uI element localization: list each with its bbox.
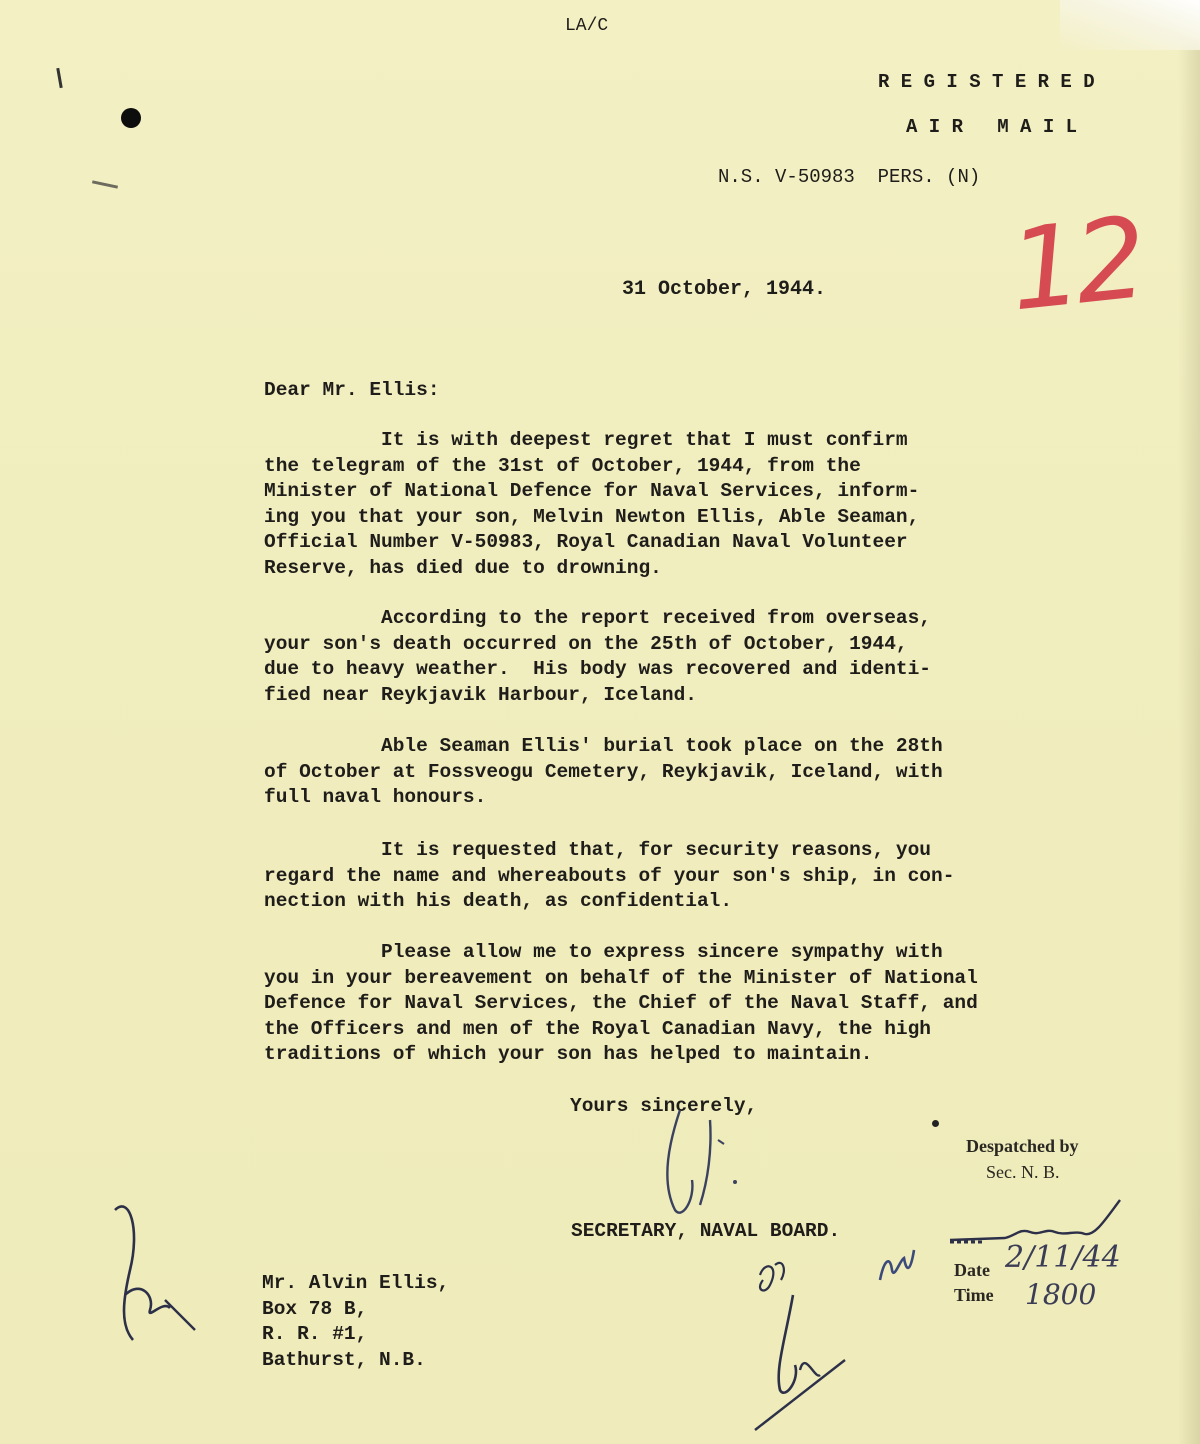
letter-date: 31 October, 1944. — [622, 278, 827, 301]
paper-mark — [56, 68, 62, 88]
signatory-title: SECRETARY, NAVAL BOARD. — [571, 1220, 841, 1242]
body-paragraph-3 — [264, 734, 1084, 811]
blue-initial-mark — [872, 1240, 922, 1290]
recipient-address: Mr. Alvin Ellis, Box 78 B, R. R. #1, Bathurst, N.B. — [262, 1272, 450, 1371]
closing: Yours sincerely, — [570, 1095, 758, 1117]
signature-initials — [640, 1100, 750, 1230]
paper-corner-tear — [1060, 0, 1200, 50]
paragraph-text: It is requested that, for security reasons, you regard the name and whereabouts of your son's ship, in con- nection with his death, as confidential. — [264, 839, 955, 912]
body-paragraph-5 — [264, 940, 1084, 1068]
punch-hole — [121, 108, 141, 128]
paragraph-text: It is with deepest regret that I must confirm the telegram of the 31st of October, 1944, from the Minister of National Defence for Naval Services, inform- ing you that your son, Melvin Newton Ellis, Able Seaman, Official Number V-50983, Royal Canadian Naval Volunteer Reserve, has died due to drowning. — [264, 429, 920, 579]
paragraph-text: Able Seaman Ellis' burial took place on the 28th of October at Fossveogu Cemetery, Reykjavik, Iceland, with full naval honours. — [264, 735, 943, 808]
ink-dot — [932, 1120, 939, 1127]
paragraph-text: According to the report received from overseas, your son's death occurred on the 25th of October, 1944, due to heavy weather. His body was recovered and identi- fied near Reykjavik Harbour, Iceland. — [264, 607, 932, 706]
paper-mark — [92, 180, 118, 188]
left-margin-initials — [95, 1200, 205, 1350]
air-mail-heading: A I R M A I L — [906, 116, 1078, 138]
paragraph-text: Please allow me to express sincere sympathy with you in your bereavement on behalf of the Minister of National Defence for Naval Services, the Chief of the Naval Staff, and the Officers and men of the Royal Canadian Navy, the high traditions of which your son has helped to maintain. — [264, 941, 978, 1065]
despatch-time-value: 1800 — [1025, 1278, 1097, 1311]
despatch-date-label: Date — [954, 1260, 990, 1280]
bottom-initials — [745, 1250, 865, 1440]
registered-heading: R E G I S T E R E D — [878, 71, 1095, 93]
file-reference: LA/C — [565, 16, 609, 36]
body-paragraph-2 — [264, 606, 1084, 708]
despatch-date-value: 2/11/44 — [1005, 1240, 1121, 1275]
paper-edge-shadow — [1178, 0, 1200, 1444]
naval-service-reference: N.S. V-50983 PERS. (N) — [718, 166, 981, 188]
despatch-time-label: Time — [954, 1285, 994, 1305]
body-paragraph-1 — [264, 428, 1084, 581]
despatched-by-label: Despatched by — [966, 1136, 1079, 1156]
despatch-office: Sec. N. B. — [986, 1162, 1060, 1182]
body-paragraph-4 — [264, 838, 1084, 915]
red-annotation-number: 12 — [1003, 193, 1147, 337]
salutation: Dear Mr. Ellis: — [264, 379, 440, 401]
